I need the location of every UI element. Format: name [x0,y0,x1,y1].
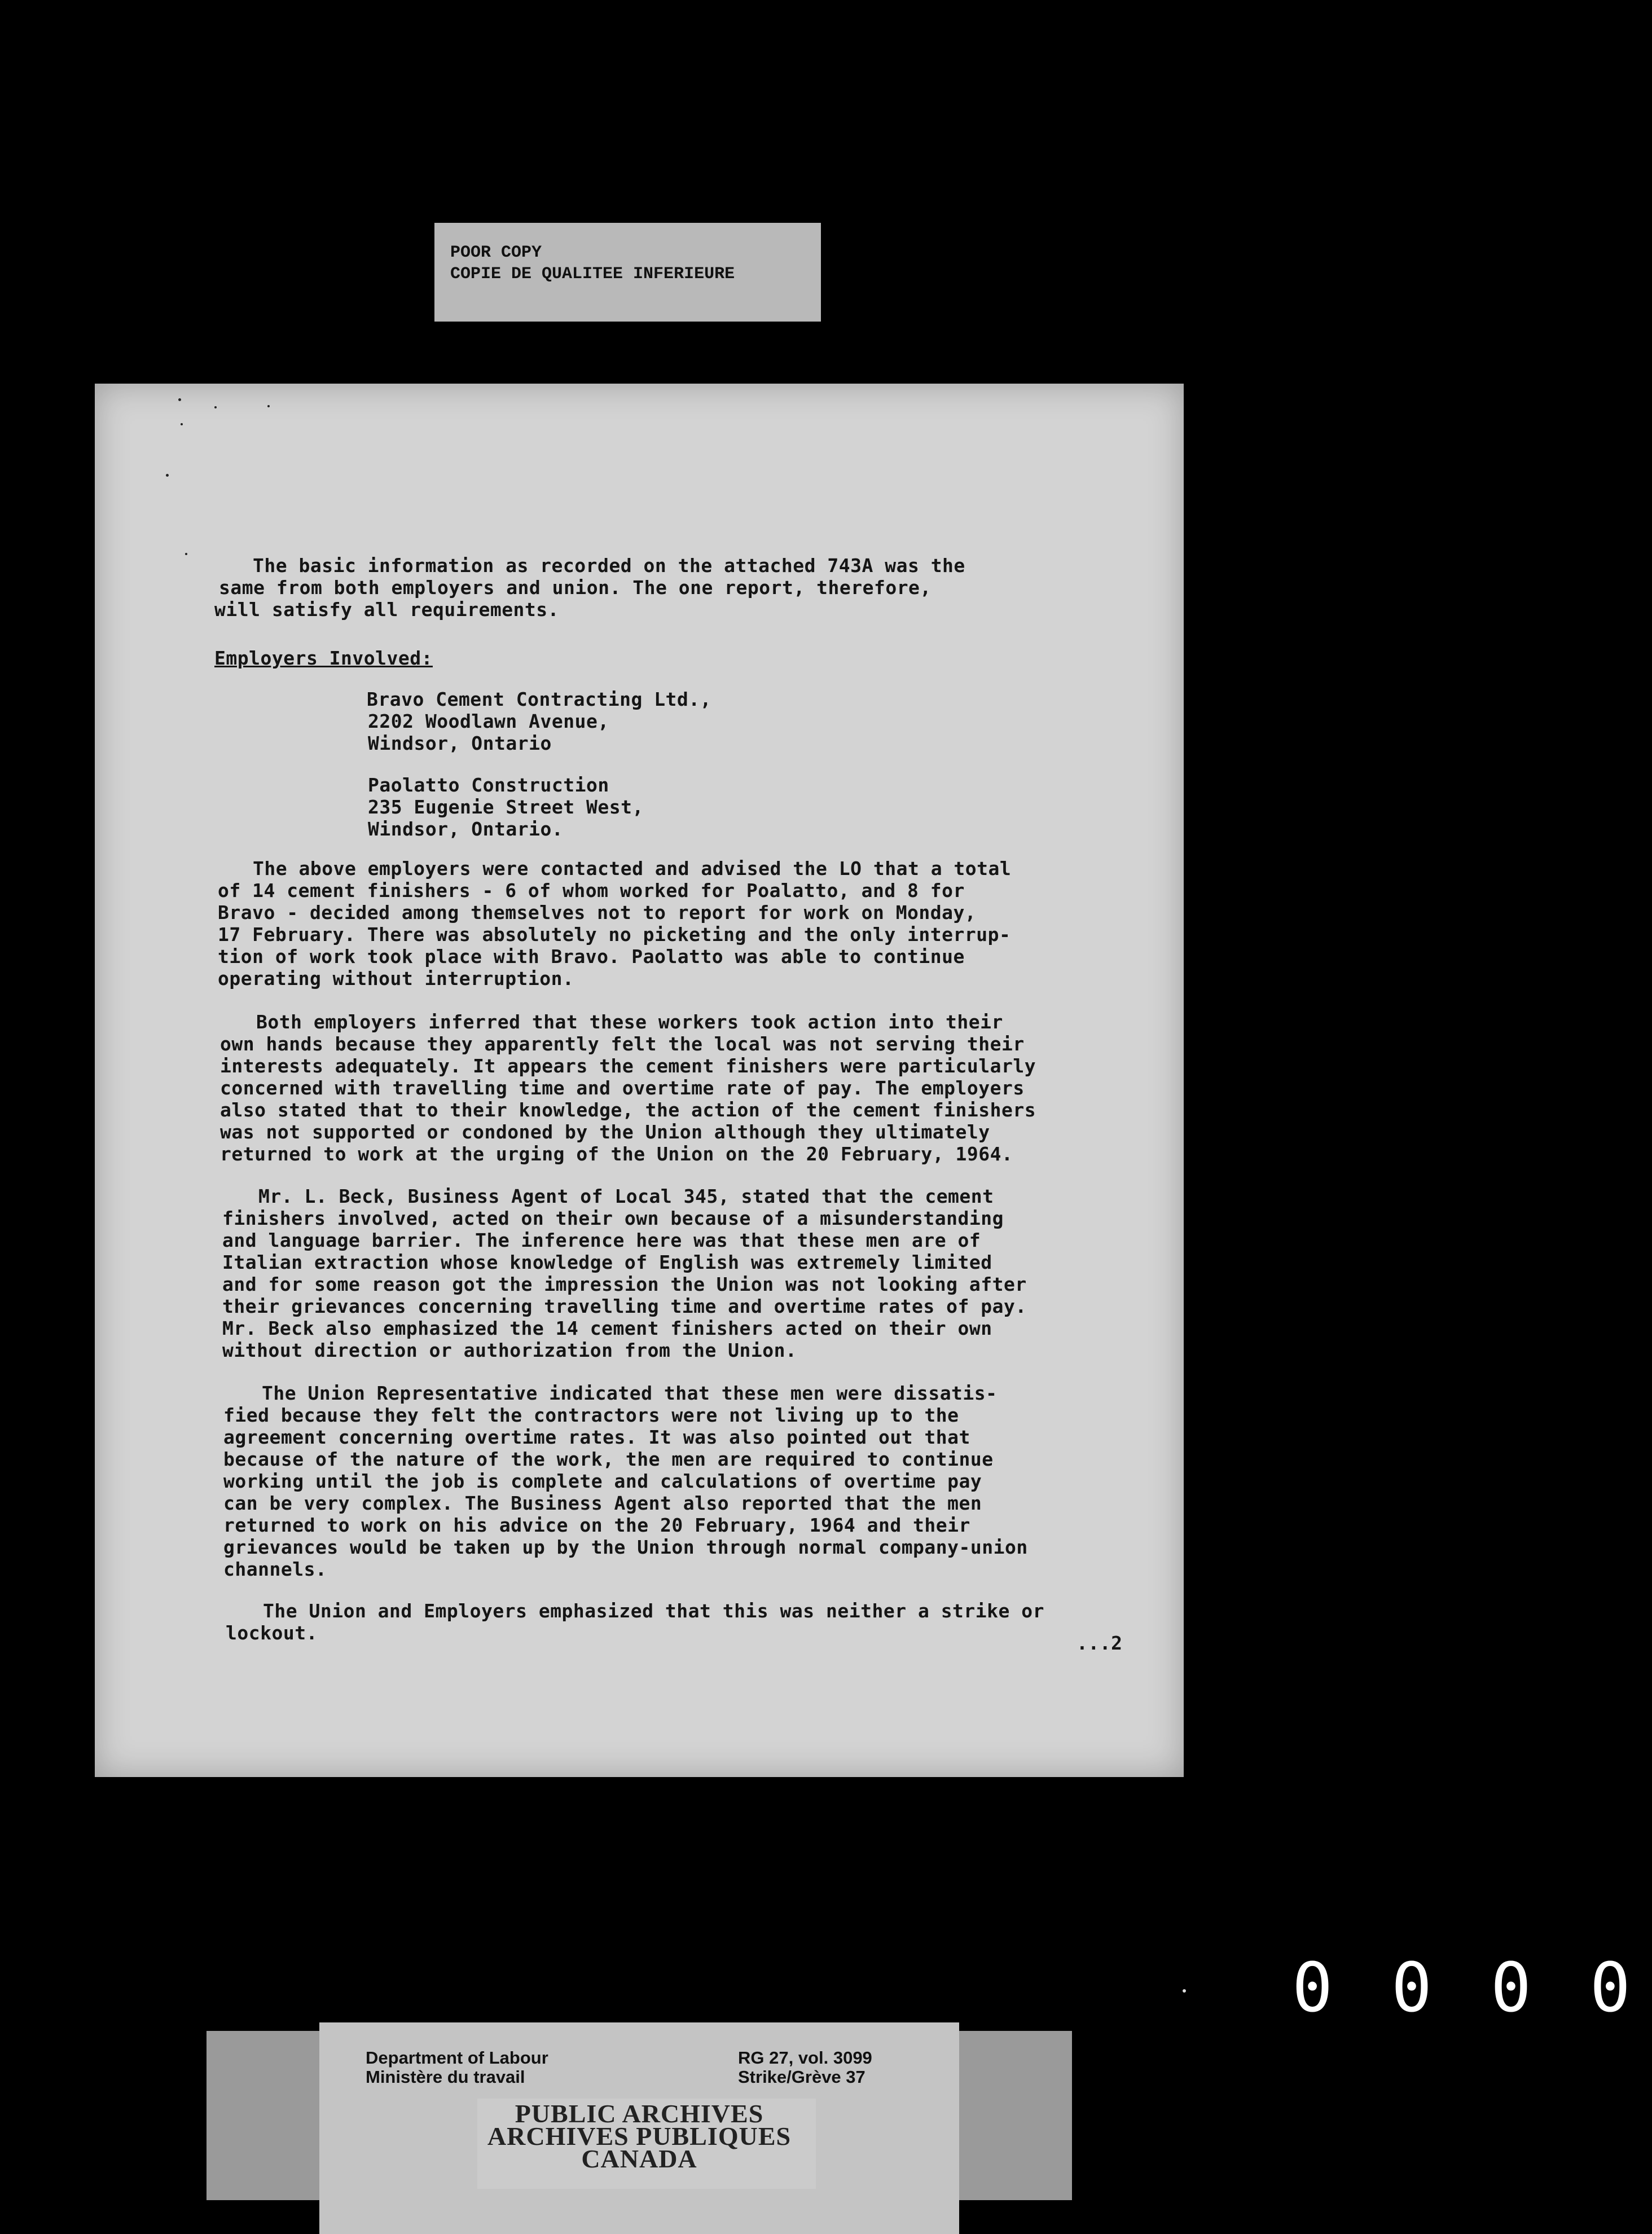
poor-copy-line-fr: COPIE DE QUALITEE INFERIEURE [450,265,735,284]
para3-line: without direction or authorization from the Union. [222,1339,797,1361]
archive-label-tab-right [959,2031,1072,2200]
para2-line: Both employers inferred that these workers took action into their [256,1011,1003,1033]
para1-line: operating without interruption. [218,968,574,990]
frame-digit: 0 [1292,1949,1333,2028]
employer2-line: 235 Eugenie Street West, [368,796,644,818]
intro-line: will satisfy all requirements. [214,599,560,621]
para2-line: own hands because they apparently felt the local was not serving their [220,1033,1025,1055]
para4-line: grievances would be taken up by the Union through normal company-union [223,1536,1028,1558]
poor-copy-label [434,223,821,322]
para3-line: and language barrier. The inference here was that these men are of [222,1229,981,1251]
para2-line: interests adequately. It appears the cement finishers were particularly [220,1055,1036,1077]
para4-line: returned to work on his advice on the 20 February, 1964 and their [223,1514,970,1536]
para3-line: Mr. L. Beck, Business Agent of Local 345, stated that the cement [258,1185,994,1207]
para4-line: working until the job is complete and calculations of overtime pay [223,1470,982,1492]
intro-line: The basic information as recorded on the attached 743A was the [253,555,965,577]
para1-line: Bravo - decided among themselves not to report for work on Monday, [218,901,977,923]
frame-digit: 0 [1490,1949,1532,2028]
employer2-line: Windsor, Ontario. [368,818,564,840]
strike-number: Strike/Grève 37 [738,2067,865,2087]
para1-line: tion of work took place with Bravo. Paolatto was able to continue [218,946,965,968]
country-name: CANADA [581,2144,697,2173]
employer1-line: Windsor, Ontario [368,732,552,754]
archive-label-tab-left [206,2031,319,2200]
employer1-line: 2202 Woodlawn Avenue, [368,710,609,732]
para4-line: can be very complex. The Business Agent also reported that the men [223,1492,982,1514]
para2-line: also stated that to their knowledge, the action of the cement finishers [220,1099,1036,1121]
frame-digit: 0 [1589,1949,1631,2028]
employers-heading: Employers Involved: [214,647,433,669]
para4-line: agreement concerning overtime rates. It was also pointed out that [223,1426,970,1448]
archive-label [319,2022,959,2234]
para2-line: was not supported or condoned by the Union although they ultimately [220,1121,990,1143]
para2-line: returned to work at the urging of the Union on the 20 February, 1964. [220,1143,1013,1165]
para3-line: their grievances concerning travelling time and overtime rates of pay. [222,1295,1027,1317]
letter-body [95,384,1184,1777]
para3-line: Italian extraction whose knowledge of English was extremely limited [222,1251,992,1273]
film-speck [1183,1989,1186,1993]
para1-line: of 14 cement finishers - 6 of whom worked for Poalatto, and 8 for [218,879,965,901]
department-en: Department of Labour [366,2048,548,2068]
para3-line: Mr. Beck also emphasized the 14 cement finishers acted on their own [222,1317,992,1339]
poor-copy-line-en: POOR COPY [450,243,542,262]
frame-number [1292,1949,1631,2028]
para3-line: finishers involved, acted on their own because of a misunderstanding [222,1207,1004,1229]
public-archives-fr: ARCHIVES PUBLIQUES [487,2122,792,2151]
employer1-line: Bravo Cement Contracting Ltd., [367,688,712,710]
para3-line: and for some reason got the impression the Union was not looking after [222,1273,1027,1295]
para2-line: concerned with travelling time and overtime rate of pay. The employers [220,1077,1025,1099]
para4-line: because of the nature of the work, the men are required to continue [223,1448,994,1470]
para5-line: lockout. [226,1622,318,1644]
intro-line: same from both employers and union. The one report, therefore, [219,577,932,599]
public-archives-en: PUBLIC ARCHIVES [515,2099,764,2128]
record-group: RG 27, vol. 3099 [738,2048,872,2068]
para4-line: fied because they felt the contractors were not living up to the [223,1404,959,1426]
page-continuation: ...2 [1077,1632,1123,1654]
para1-line: The above employers were contacted and advised the LO that a total [253,857,1012,879]
document-page [95,384,1184,1777]
para4-line: The Union Representative indicated that these men were dissatis- [262,1382,998,1404]
department-fr: Ministère du travail [366,2067,525,2087]
para5-line: The Union and Employers emphasized that this was neither a strike or [263,1600,1045,1622]
frame-digit: 0 [1391,1949,1433,2028]
employer2-line: Paolatto Construction [368,774,609,796]
para4-line: channels. [223,1558,327,1580]
para1-line: 17 February. There was absolutely no picketing and the only interrup- [218,923,1011,946]
